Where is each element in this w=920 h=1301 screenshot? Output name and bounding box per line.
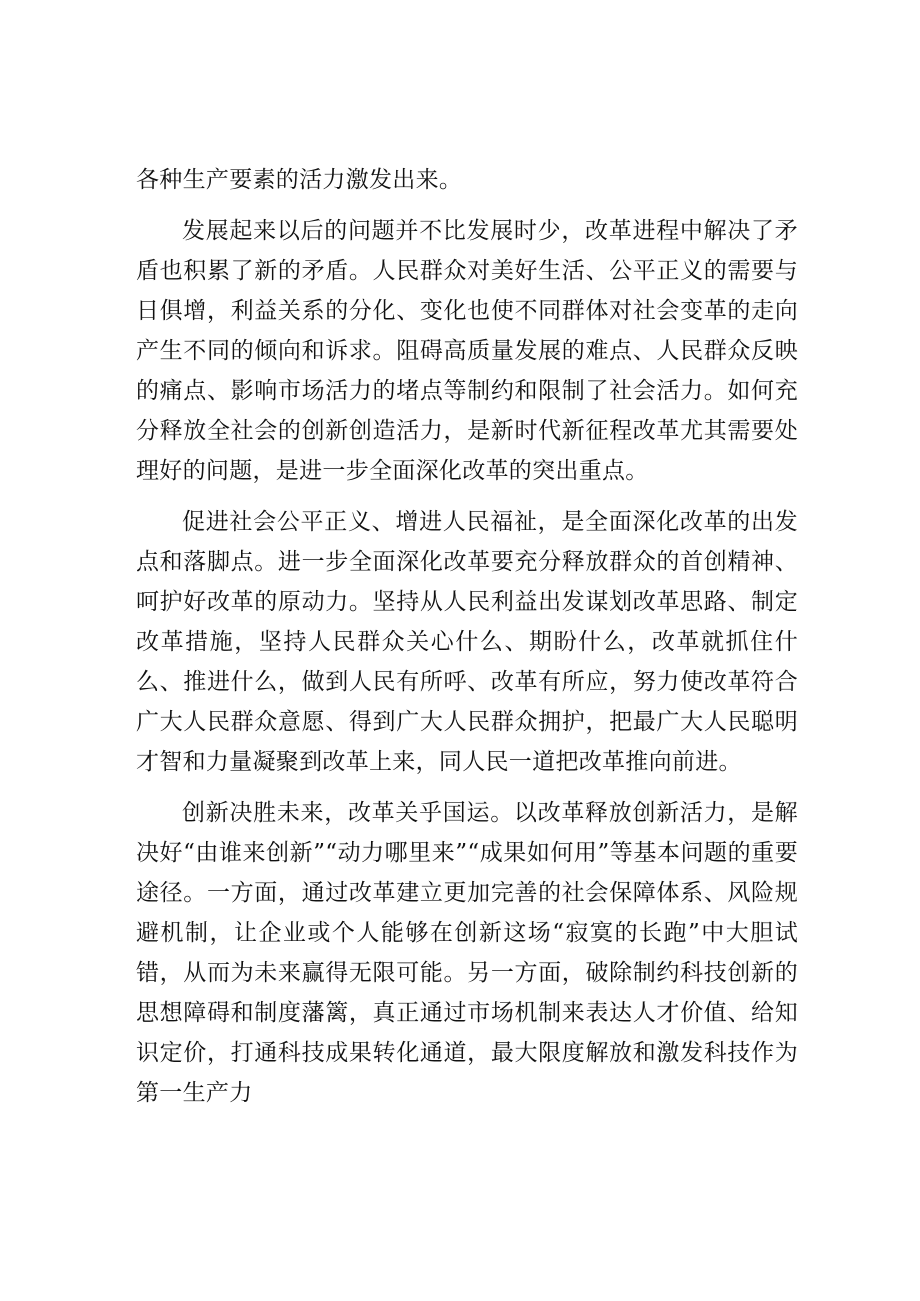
paragraph-social-fairness: 促进社会公平正义、增进人民福祉，是全面深化改革的出发点和落脚点。进一步全面深化改革要充分释放群众的首创精神、呵护好改革的原动力。坚持从人民利益出发谋划改革思路、制定改革措施，坚持人民群众关心什么、期盼什么，改革就抓住什么、推进什么，做到人民有所呼、改革有所应，努力使改革符合广大人民群众意愿、得到广大人民群众拥护，把最广大人民聪明才智和力量凝聚到改革上来，同人民一道把改革推向前进。 xyxy=(136,509,798,775)
document-body xyxy=(136,160,798,1124)
paragraph-innovation: 创新决胜未来，改革关乎国运。以改革释放创新活力，是解决好“由谁来创新”“动力哪里来”“成果如何用”等基本问题的重要途径。一方面，通过改革建立更加完善的社会保障体系、风险规避机制，让企业或个人能够在创新这场“寂寞的长跑”中大胆试错，从而为未来赢得无限可能。另一方面，破除制约科技创新的思想障碍和制度藩篱，真正通过市场机制来表达人才价值、给知识定价，打通科技成果转化通道，最大限度解放和激发科技作为第一生产力 xyxy=(136,800,798,1106)
paragraph-continuation: 各种生产要素的活力激发出来。 xyxy=(136,167,463,193)
paragraph-development-problems: 发展起来以后的问题并不比发展时少，改革进程中解决了矛盾也积累了新的矛盾。人民群众对美好生活、公平正义的需要与日俱增，利益关系的分化、变化也使不同群体对社会变革的走向产生不同的倾向和诉求。阻碍高质量发展的难点、人民群众反映的痛点、影响市场活力的堵点等制约和限制了社会活力。如何充分释放全社会的创新创造活力，是新时代新征程改革尤其需要处理好的问题，是进一步全面深化改革的突出重点。 xyxy=(136,218,798,484)
